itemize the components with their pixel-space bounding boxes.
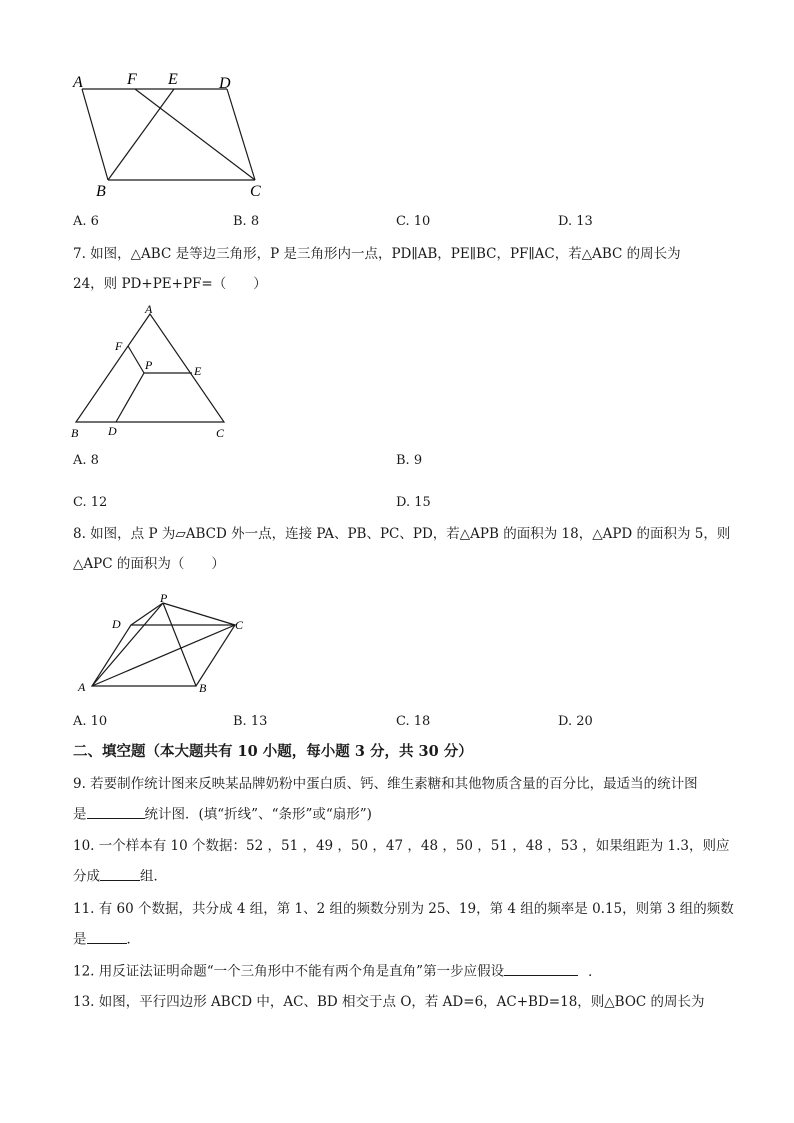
- label-F: F: [115, 339, 123, 353]
- segment-PA: [92, 603, 163, 686]
- label-D: D: [219, 75, 231, 92]
- segment-AC: [92, 625, 235, 686]
- q9-prefix: 是: [73, 806, 87, 823]
- q7-option-b: B. 9: [396, 453, 423, 468]
- segment-AB: [82, 89, 108, 180]
- q11-answer-blank[interactable]: [87, 929, 127, 944]
- label-P: P: [160, 591, 168, 605]
- q9-answer-blank[interactable]: [87, 804, 145, 819]
- label-E: E: [194, 364, 202, 378]
- q8-option-b: B. 13: [233, 714, 268, 729]
- q7-option-c: C. 12: [73, 495, 108, 510]
- segment-FC: [135, 89, 255, 180]
- q12-text: [73, 961, 602, 982]
- q9-text-line1: 9. 若要制作统计图来反映某品牌奶粉中蛋白质、钙、维生素糖和其他物质含量的百分比，最适当的统计图: [73, 776, 698, 792]
- label-B: B: [96, 183, 106, 200]
- label-C: C: [216, 426, 225, 440]
- q7-option-d: D. 15: [396, 495, 431, 510]
- label-A: A: [73, 74, 83, 91]
- q12-suffix: ．: [588, 963, 602, 980]
- q6-option-b: B. 8: [233, 214, 260, 229]
- q7-text-line2: 24，则 PD+PE+PF=（ ）: [73, 276, 267, 292]
- label-E: E: [168, 71, 178, 88]
- q9-text-line2: [73, 804, 372, 825]
- segment-PF: [128, 346, 144, 373]
- q13-text-line1: 13. 如图，平行四边形 ABCD 中，AC、BD 相交于点 O，若 AD=6，AC+BD=18，则△BOC 的周长为: [73, 994, 705, 1010]
- q7-option-a: A. 8: [73, 453, 99, 468]
- q11-text-line2: [73, 929, 140, 950]
- figure-q6-parallelogram: [70, 66, 280, 201]
- label-B: B: [199, 681, 207, 695]
- q11-suffix: ．: [126, 931, 140, 948]
- q8-option-c: C. 18: [396, 714, 431, 729]
- segment-PB: [163, 603, 196, 686]
- q11-prefix: 是: [73, 931, 87, 948]
- q8-option-a: A. 10: [73, 714, 108, 729]
- segment-DC: [227, 89, 255, 180]
- q10-prefix: 分成: [73, 868, 100, 885]
- label-C: C: [250, 183, 261, 200]
- q6-option-d: D. 13: [558, 214, 593, 229]
- q12-prefix: 12. 用反证法证明命题“一个三角形中不能有两个角是直角”第一步应假设: [73, 963, 505, 980]
- label-D: D: [108, 424, 117, 438]
- q10-answer-blank[interactable]: [100, 866, 140, 881]
- q11-text-line1: 11. 有 60 个数据，共分成 4 组，第 1、2 组的频数分别为 25、19，第 4 组的频率是 0.15，则第 3 组的频数: [73, 901, 734, 917]
- segment-PC: [163, 603, 235, 625]
- section-heading-fill-in: 二、填空题（本大题共有 10 小题，每小题 3 分，共 30 分）: [73, 743, 473, 760]
- q8-text-line2: △APC 的面积为（ ）: [73, 556, 225, 572]
- q10-suffix: 组．: [140, 868, 167, 885]
- figure-q8-parallelogram-with-point: [70, 588, 255, 700]
- figure-q7-equilateral-triangle: [68, 300, 238, 445]
- label-C: C: [235, 618, 244, 632]
- segment-PD: [116, 373, 144, 422]
- q7-text-line1: 7. 如图，△ABC 是等边三角形，P 是三角形内一点，PD∥AB，PE∥BC，PF∥AC，若△ABC 的周长为: [73, 246, 681, 262]
- label-A: A: [78, 680, 86, 694]
- label-D: D: [112, 617, 121, 631]
- q6-option-a: A. 6: [73, 214, 99, 229]
- q8-text-line1: 8. 如图，点 P 为▱ABCD 外一点，连接 PA、PB、PC、PD，若△APB 的面积为 18，△APD 的面积为 5，则: [73, 526, 731, 542]
- q10-text-line2: [73, 866, 167, 887]
- label-A: A: [145, 302, 153, 316]
- q10-text-line1: 10. 一个样本有 10 个数据：52 ，51 ，49 ，50 ，47 ，48 ，50 ，51 ，48 ，53 ，如果组距为 1.3，则应: [73, 838, 730, 854]
- label-P: P: [145, 358, 153, 372]
- q9-suffix: 统计图．(填“折线”、“条形”或“扇形”): [144, 806, 372, 823]
- q8-option-d: D. 20: [558, 714, 593, 729]
- label-F: F: [127, 71, 137, 88]
- q12-answer-blank[interactable]: [504, 961, 578, 976]
- q6-option-c: C. 10: [396, 214, 431, 229]
- label-B: B: [71, 426, 79, 440]
- segment-BE: [108, 89, 174, 180]
